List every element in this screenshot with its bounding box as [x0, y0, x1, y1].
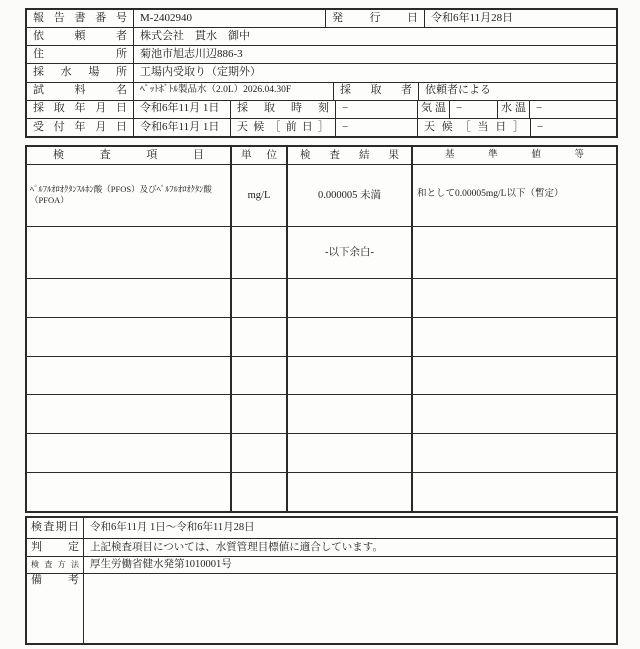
remarks-label: 備考	[27, 574, 84, 643]
result-value-cell	[288, 473, 413, 511]
results-table	[25, 145, 618, 513]
header-item: 検査項目	[27, 147, 232, 164]
result-value-cell	[288, 279, 413, 317]
sampling-place-label: 採水場所	[27, 64, 134, 81]
remarks-value	[84, 574, 616, 643]
result-standard-cell	[413, 395, 616, 433]
sampling-time-label: 採取時刻	[231, 101, 336, 118]
judgement-row	[27, 539, 616, 557]
result-value-cell: 0.000005 未満	[288, 165, 413, 226]
result-value-cell	[288, 318, 413, 356]
result-value-cell	[288, 395, 413, 433]
result-standard-cell	[413, 357, 616, 395]
address-label: 住所	[27, 46, 134, 63]
sample-name-row	[27, 83, 616, 101]
sample-name-value: ﾍﾟｯﾄﾎﾞﾄﾙ製品水（2.0L）2026.04.30F	[134, 83, 334, 100]
result-row	[27, 434, 616, 473]
collector-value: 依頼者による	[425, 84, 491, 97]
water-temp-value: −	[536, 102, 543, 115]
air-temp-value: −	[450, 101, 498, 118]
sampling-date-value: 令和6年11月 1日	[134, 101, 231, 118]
result-item-cell	[27, 357, 232, 395]
client-value: 株式会社 貫水 御中	[140, 29, 250, 42]
footer-table	[25, 516, 618, 645]
sampling-date-row	[27, 101, 616, 119]
water-temp-label: 水温	[498, 101, 530, 118]
result-item-cell	[27, 227, 232, 278]
method-row	[27, 557, 616, 574]
report-info-table	[25, 8, 618, 138]
receipt-date-value: 令和6年11月 1日	[134, 119, 231, 136]
result-row	[27, 395, 616, 434]
report-number-label: 報告書番号	[27, 10, 134, 27]
method-value: 厚生労働省健水発第1010001号	[90, 559, 232, 571]
result-unit-cell	[232, 434, 288, 472]
address-row	[27, 46, 616, 64]
issue-date-label: 発行日	[325, 10, 425, 27]
result-row	[27, 357, 616, 396]
header-standard: 基準値等	[445, 149, 584, 160]
result-unit-cell	[232, 227, 288, 278]
receipt-date-row	[27, 119, 616, 136]
inspection-period-row	[27, 518, 616, 539]
inspection-period-label: 検査期日	[27, 518, 84, 538]
result-standard-cell	[413, 434, 616, 472]
weather-prev-value: −	[336, 119, 418, 136]
result-standard-cell: 和として0.00005mg/L以下（暫定）	[417, 189, 564, 200]
result-item-cell	[27, 473, 232, 511]
sample-name-label: 試料名	[27, 83, 134, 100]
inspection-period-value: 令和6年11月 1日～令和6年11月28日	[90, 522, 255, 534]
result-row	[27, 473, 616, 511]
result-row	[27, 227, 616, 279]
result-unit-cell: mg/L	[232, 165, 288, 226]
weather-prev-label: 天候［前日］	[231, 119, 336, 136]
result-row	[27, 318, 616, 357]
client-row	[27, 28, 616, 46]
result-unit-cell	[232, 473, 288, 511]
remarks-row	[27, 574, 616, 643]
header-result: 検査結果	[288, 147, 413, 164]
sampling-place-value: 工場内受取り（定期外）	[140, 66, 261, 79]
result-item-cell	[27, 279, 232, 317]
report-number-row	[27, 10, 616, 28]
result-value-cell	[288, 434, 413, 472]
judgement-value: 上記検査項目については、水質管理目標値に適合しています。	[90, 541, 383, 553]
address-value: 菊池市旭志川辺886-3	[140, 47, 243, 60]
result-item-cell	[27, 434, 232, 472]
result-standard-cell	[413, 279, 616, 317]
report-number-value: M-2402940	[134, 10, 326, 27]
result-item-cell	[27, 318, 232, 356]
client-label: 依頼者	[27, 28, 134, 45]
judgement-label: 判定	[27, 539, 84, 556]
result-row	[27, 165, 616, 227]
result-value-cell	[288, 357, 413, 395]
header-unit: 単位	[232, 147, 288, 164]
result-item-cell	[27, 395, 232, 433]
air-temp-label: 気温	[418, 101, 450, 118]
weather-day-value: −	[537, 120, 544, 133]
results-header-row	[27, 147, 616, 165]
result-unit-cell	[232, 279, 288, 317]
weather-day-label: 天候［当日］	[418, 119, 531, 136]
sampling-place-row	[27, 64, 616, 82]
collector-label: 採取者	[334, 83, 419, 100]
result-standard-cell	[413, 473, 616, 511]
result-value-cell: -以下余白-	[288, 227, 413, 278]
result-unit-cell	[232, 318, 288, 356]
result-standard-cell	[413, 227, 616, 278]
result-standard-cell	[413, 318, 616, 356]
result-item-cell: ﾍﾟﾙﾌﾙｵﾛｵｸﾀﾝｽﾙﾎﾝ酸（PFOS）及びﾍﾟﾙﾌﾙｵﾛｵｸﾀﾝ酸（PFOA）	[27, 165, 232, 226]
sampling-date-label: 採取年月日	[27, 101, 134, 118]
issue-date-value: 令和6年11月28日	[431, 11, 514, 24]
receipt-date-label: 受付年月日	[27, 119, 134, 136]
result-unit-cell	[232, 357, 288, 395]
result-row	[27, 279, 616, 318]
result-unit-cell	[232, 395, 288, 433]
method-label: 検査方法	[27, 557, 84, 573]
sampling-time-value: −	[336, 101, 418, 118]
